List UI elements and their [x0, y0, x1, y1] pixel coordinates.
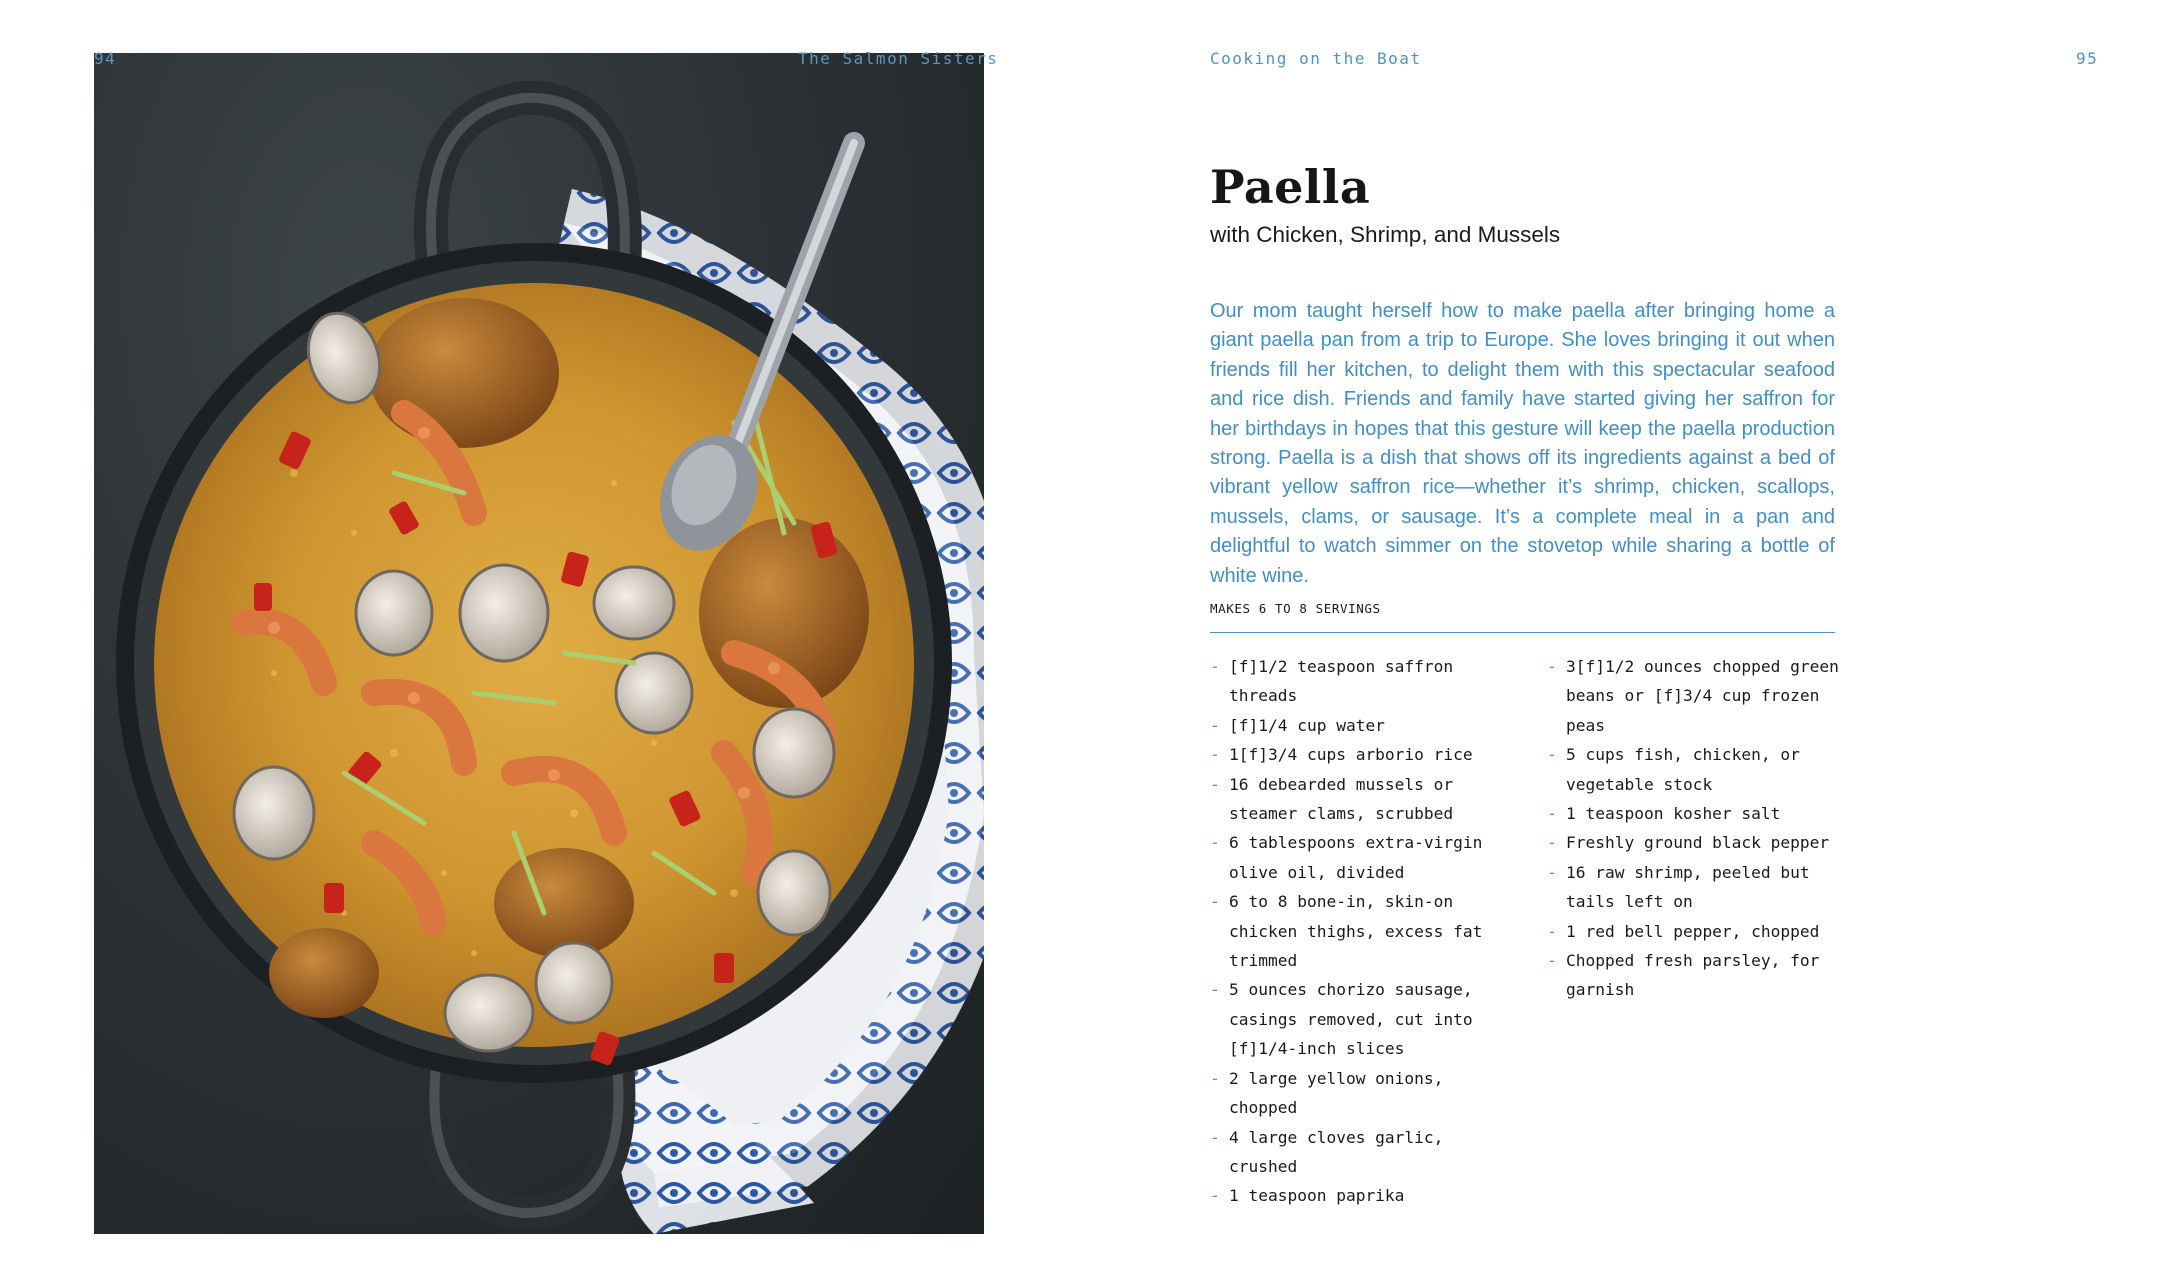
ingredient-item: - 1 teaspoon kosher salt [1547, 799, 1847, 828]
ingredient-item: - 5 cups fish, chicken, or vegetable stock [1547, 740, 1847, 799]
bullet-dash: - [1547, 657, 1557, 676]
ingredient-item: - 6 to 8 bone-in, skin-on chicken thighs, excess fat trimmed [1210, 887, 1510, 975]
ingredient-item: - 16 debearded mussels or steamer clams, scrubbed [1210, 770, 1510, 829]
bullet-dash: - [1210, 1127, 1220, 1147]
bullet-dash: - [1210, 980, 1220, 1000]
ingredient-item: - 5 ounces chorizo sausage, casings removed, cut into [f]1/4-inch slices [1210, 975, 1510, 1063]
ingredient-item: - 6 tablespoons extra-virgin olive oil, divided [1210, 828, 1510, 887]
left-running-head: The Salmon Sisters [798, 49, 999, 68]
divider-rule [1210, 632, 1835, 633]
ingredient-item: - 1[f]3/4 cups arborio rice [1210, 740, 1510, 769]
bullet-dash: - [1210, 833, 1220, 853]
ingredient-item: - 4 large cloves garlic, crushed [1210, 1123, 1510, 1182]
bullet-dash: - [1547, 951, 1557, 971]
ingredient-item: - Chopped fresh parsley, for garnish [1547, 946, 1847, 1005]
recipe-subtitle: with Chicken, Shrimp, and Mussels [1210, 222, 1561, 247]
bullet-dash: - [1210, 715, 1220, 735]
left-page-number: 94 [94, 49, 117, 68]
bullet-dash: - [1210, 745, 1220, 765]
bullet-dash: - [1547, 804, 1557, 824]
right-page-number: 95 [2076, 49, 2099, 68]
bullet-dash: - [1547, 921, 1557, 941]
ingredient-item: - [f]1/2 teaspoon saffron threads [1210, 652, 1510, 711]
bullet-dash: - [1210, 774, 1220, 794]
bullet-dash: - [1547, 745, 1557, 765]
paella-pan-photo-icon [94, 53, 984, 1234]
ingredient-item: - 1 red bell pepper, chopped [1547, 917, 1847, 946]
bullet-dash: - [1210, 892, 1220, 912]
bullet-dash: - [1210, 1068, 1220, 1088]
recipe-title: Paella [1210, 160, 1371, 214]
ingredient-item: - Freshly ground black pepper [1547, 828, 1847, 857]
servings-label: MAKES 6 TO 8 SERVINGS [1210, 601, 1381, 616]
right-running-head: Cooking on the Boat [1210, 49, 1422, 68]
ingredients-column-2 [1547, 652, 1847, 1005]
bullet-dash: - [1547, 833, 1557, 853]
bullet-dash: - [1547, 862, 1557, 882]
ingredient-item: - [f]1/4 cup water [1210, 711, 1510, 740]
ingredients-column-1 [1210, 652, 1510, 1211]
paella-photo [94, 53, 984, 1234]
ingredient-item: - 2 large yellow onions, chopped [1210, 1064, 1510, 1123]
recipe-intro: Our mom taught herself how to make paella after bringing home a giant paella pan from a trip to Europe. She loves bringing it out when friends fill her kitchen, to delight them with this spectacular seafood and rice dish. Friends and family have started giving her saffron for her birthdays in hopes that this gesture will keep the paella production strong. Paella is a dish that shows off its ingredients against a bed of vibrant yellow saffron rice—whether it’s shrimp, chicken, scallops, mussels, clams, or sausage. It’s a complete meal in a pan and delightful to watch simmer on the stovetop while sharing a bottle of white wine. [1210, 300, 1835, 587]
ingredient-item: - 3[f]1/2 ounces chopped green beans or [f]3/4 cup frozen peas [1547, 652, 1847, 740]
ingredient-item: - 1 teaspoon paprika [1210, 1181, 1510, 1210]
ingredient-item: - 16 raw shrimp, peeled but tails left on [1547, 858, 1847, 917]
bullet-dash: - [1210, 1186, 1220, 1206]
bullet-dash: - [1210, 657, 1220, 676]
